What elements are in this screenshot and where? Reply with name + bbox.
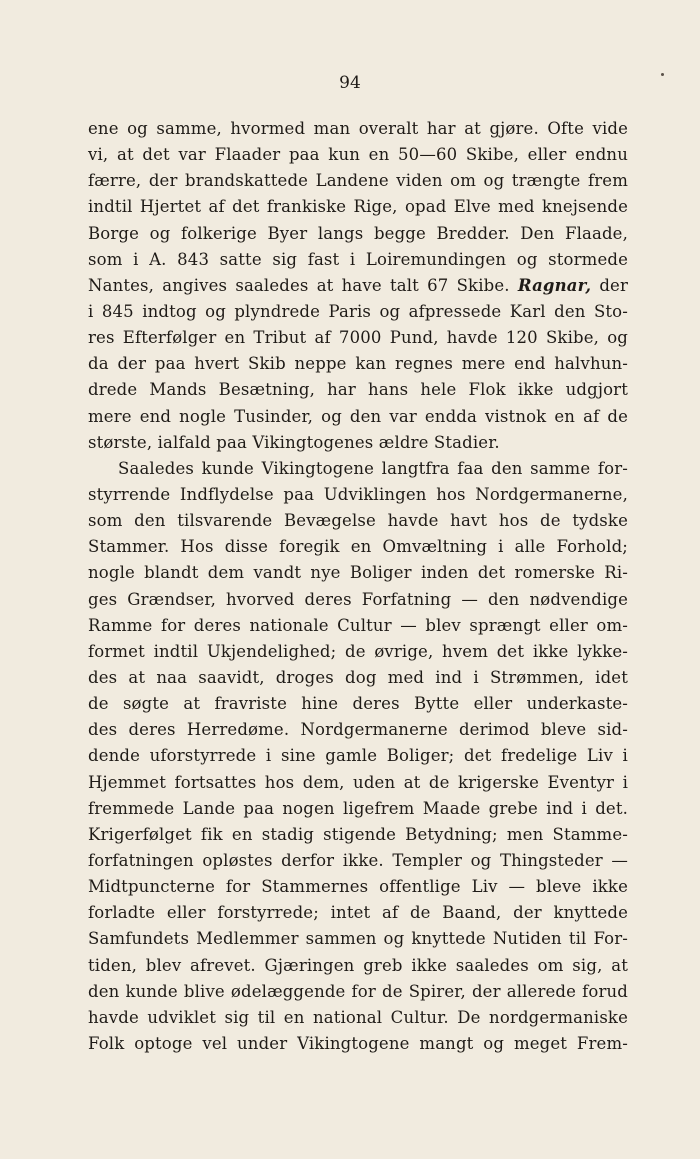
text-line: forfatningen opløstes derfor ikke. Templer og Thingsteder —: [88, 850, 628, 870]
text-line: [88, 273, 628, 299]
text-line: Stammer. Hos disse foregik en Omvæltning i alle Forhold;: [88, 537, 628, 557]
text-segment: Nantes, angives saaledes at have talt 67 Skibe.: [88, 275, 510, 295]
text-line: Hjemmet fortsattes hos dem, uden at de krigerske Eventyr i: [88, 772, 628, 792]
text-line: som i A. 843 satte sig fast i Loiremundingen og stormede: [88, 249, 628, 269]
text-line: største, ialfald paa Vikingtogenes ældre Stadier.: [88, 432, 500, 452]
text-line: Samfundets Medlemmer sammen og knyttede Nutiden til For-: [88, 929, 628, 949]
text-line: des at naa saavidt, droges dog med ind i Strømmen, idet: [88, 667, 628, 687]
text-line: des deres Herredøme. Nordgermanerne derimod bleve sid-: [88, 720, 628, 740]
text-line: dende uforstyrrede i sine gamle Boliger; det fredelige Liv i: [88, 746, 628, 766]
text-line: ges Grændser, hvorved deres Forfatning — den nødvendige: [88, 589, 628, 609]
text-line: indtil Hjertet af det frankiske Rige, opad Elve med knejsende: [88, 197, 628, 217]
text-line: forladte eller forstyrrede; intet af de Baand, der knyttede: [88, 903, 628, 923]
text-line: tiden, blev afrevet. Gjæringen greb ikke saaledes om sig, at: [88, 955, 628, 975]
page-number: 94: [339, 73, 361, 93]
emphasized-name: Ragnar,: [517, 275, 592, 295]
text-line: Folk optoge vel under Vikingtogene mangt og meget Frem-: [88, 1033, 628, 1053]
text-line: fremmede Lande paa nogen ligefrem Maade grebe ind i det.: [88, 798, 628, 818]
text-line: Borge og folkerige Byer langs begge Bredder. Den Flaade,: [88, 223, 628, 243]
text-line: de søgte at fravriste hine deres Bytte eller underkaste-: [88, 694, 628, 714]
text-line: i 845 indtog og plyndrede Paris og afpressede Karl den Sto-: [88, 301, 628, 321]
text-line: vi, at det var Flaader paa kun en 50—60 Skibe, eller endnu: [88, 145, 628, 165]
text-line: formet indtil Ukjendelighed; de øvrige, hvem det ikke lykke-: [88, 641, 628, 661]
text-line: som den tilsvarende Bevægelse havde havt hos de tydske: [88, 511, 628, 531]
text-line: Krigerfølget fik en stadig stigende Betydning; men Stamme-: [88, 824, 628, 844]
ink-speck: [661, 73, 664, 76]
text-line: Ramme for deres nationale Cultur — blev sprængt eller om-: [88, 615, 628, 635]
text-line: nogle blandt dem vandt nye Boliger inden det romerske Ri-: [88, 563, 628, 583]
text-line: mere end nogle Tusinder, og den var endda vistnok en af de: [88, 406, 628, 426]
body-text: [88, 116, 628, 1057]
text-segment: der: [591, 275, 628, 295]
text-line: færre, der brandskattede Landene viden om og trængte frem: [88, 171, 628, 191]
text-line: ene og samme, hvormed man overalt har at gjøre. Ofte vide: [88, 119, 628, 138]
text-line: havde udviklet sig til en national Cultur. De nordgermaniske: [88, 1007, 628, 1027]
text-line: da der paa hvert Skib neppe kan regnes mere end halvhun-: [88, 354, 628, 374]
text-line: den kunde blive ødelæggende for de Spirer, der allerede forud: [88, 981, 628, 1001]
text-line: styrrende Indflydelse paa Udviklingen hos Nordgermanerne,: [88, 484, 628, 504]
text-line-paragraph-start: Saaledes kunde Vikingtogene langtfra faa den samme for-: [118, 458, 628, 478]
text-line: res Efterfølger en Tribut af 7000 Pund, havde 120 Skibe, og: [88, 328, 628, 348]
text-line: drede Mands Besætning, har hans hele Flok ikke udgjort: [88, 380, 628, 400]
text-line: Midtpuncterne for Stammernes offentlige Liv — bleve ikke: [88, 877, 628, 897]
